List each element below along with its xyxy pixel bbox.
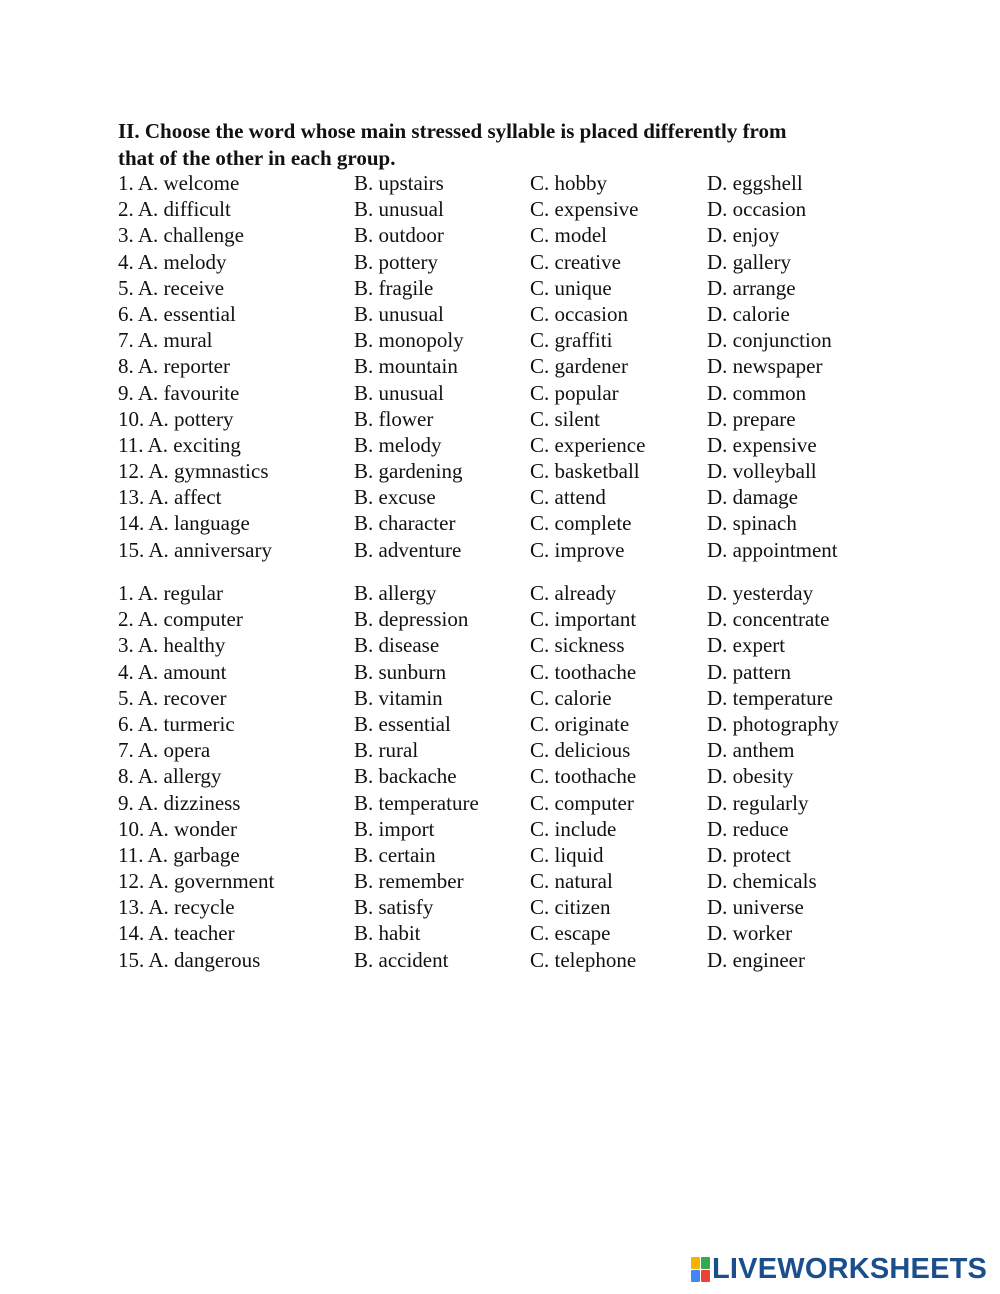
option-c: C. liquid: [530, 842, 604, 867]
option-c: C. graffiti: [530, 328, 613, 353]
option-c: C. creative: [530, 249, 621, 274]
option-d: D. yesterday: [707, 581, 814, 605]
option-d: D. appointment: [707, 537, 838, 562]
option-c: C. occasion: [530, 301, 628, 326]
option-d: D. regularly: [707, 790, 809, 815]
option-c: C. natural: [530, 869, 613, 894]
option-a: 15. A. anniversary: [118, 537, 272, 562]
option-b: B. monopoly: [354, 328, 464, 353]
option-a: 5. A. receive: [118, 275, 225, 300]
option-c: C. basketball: [530, 459, 640, 484]
option-c: C. delicious: [530, 738, 631, 763]
question-row: [118, 484, 878, 510]
option-d: D. universe: [707, 895, 804, 920]
option-c: C. originate: [530, 711, 630, 736]
question-row: [118, 947, 878, 973]
option-c: C. computer: [530, 790, 634, 815]
option-b: B. habit: [354, 921, 421, 946]
logo-mark-icon: [691, 1257, 710, 1282]
question-group-1: [118, 170, 878, 563]
question-row: [118, 301, 878, 327]
option-b: B. backache: [354, 764, 457, 789]
option-c: C. attend: [530, 485, 606, 510]
option-a: 3. A. healthy: [118, 633, 226, 658]
heading-line-2: that of the other in each group.: [118, 145, 396, 170]
logo-square-2: [701, 1257, 710, 1269]
option-d: D. volleyball: [707, 459, 817, 484]
option-b: B. unusual: [354, 301, 444, 326]
option-c: C. escape: [530, 921, 611, 946]
option-d: D. chemicals: [707, 869, 817, 894]
option-a: 4. A. amount: [118, 659, 227, 684]
option-c: C. improve: [530, 537, 625, 562]
option-d: D. arrange: [707, 275, 796, 300]
question-row: [118, 894, 878, 920]
option-c: C. toothache: [530, 659, 637, 684]
option-b: B. import: [354, 816, 435, 841]
logo-square-4: [701, 1270, 710, 1282]
question-row: [118, 353, 878, 379]
option-b: B. depression: [354, 607, 469, 632]
option-d: D. occasion: [707, 197, 807, 222]
option-d: D. newspaper: [707, 354, 823, 379]
question-row: [118, 406, 878, 432]
option-a: 11. A. garbage: [118, 842, 240, 867]
option-b: B. pottery: [354, 249, 438, 274]
question-row: [118, 222, 878, 248]
option-a: 13. A. recycle: [118, 895, 235, 920]
question-row: [118, 606, 878, 632]
question-row: [118, 196, 878, 222]
option-d: D. photography: [707, 711, 839, 736]
option-a: 7. A. mural: [118, 328, 213, 353]
option-a: 2. A. difficult: [118, 197, 231, 222]
exercise-heading: [118, 118, 878, 171]
option-a: 15. A. dangerous: [118, 947, 261, 972]
liveworksheets-logo: [691, 1254, 987, 1284]
option-d: D. worker: [707, 921, 793, 946]
option-a: 1. A. regular: [118, 581, 223, 605]
option-d: D. reduce: [707, 816, 789, 841]
option-d: D. common: [707, 380, 807, 405]
option-b: B. vitamin: [354, 685, 443, 710]
option-a: 12. A. gymnastics: [118, 459, 269, 484]
option-b: B. character: [354, 511, 456, 536]
option-d: D. pattern: [707, 659, 791, 684]
option-c: C. complete: [530, 511, 632, 536]
question-row: [118, 432, 878, 458]
option-d: D. gallery: [707, 249, 791, 274]
question-row: [118, 275, 878, 301]
option-b: B. satisfy: [354, 895, 434, 920]
option-d: D. conjunction: [707, 328, 832, 353]
logo-square-3: [691, 1270, 700, 1282]
option-a: 6. A. essential: [118, 301, 236, 326]
question-row: [118, 510, 878, 536]
option-d: D. enjoy: [707, 223, 780, 248]
question-row: [118, 632, 878, 658]
option-a: 12. A. government: [118, 869, 275, 894]
option-c: C. gardener: [530, 354, 628, 379]
option-b: B. accident: [354, 947, 449, 972]
option-c: C. hobby: [530, 171, 608, 195]
option-b: B. unusual: [354, 197, 444, 222]
option-c: C. toothache: [530, 764, 637, 789]
question-row: [118, 327, 878, 353]
option-d: D. calorie: [707, 301, 790, 326]
option-d: D. temperature: [707, 685, 833, 710]
option-b: B. essential: [354, 711, 451, 736]
option-b: B. upstairs: [354, 171, 444, 195]
option-a: 10. A. wonder: [118, 816, 237, 841]
logo-text: LIVEWORKSHEETS: [712, 1253, 988, 1285]
option-d: D. expert: [707, 633, 786, 658]
option-b: B. temperature: [354, 790, 479, 815]
question-row: [118, 842, 878, 868]
option-c: C. experience: [530, 432, 646, 457]
option-d: D. anthem: [707, 738, 795, 763]
option-a: 1. A. welcome: [118, 171, 240, 195]
option-c: C. silent: [530, 406, 601, 431]
option-a: 14. A. language: [118, 511, 250, 536]
option-b: B. mountain: [354, 354, 458, 379]
option-d: D. engineer: [707, 947, 805, 972]
option-d: D. spinach: [707, 511, 797, 536]
option-a: 5. A. recover: [118, 685, 227, 710]
option-b: B. outdoor: [354, 223, 444, 248]
option-a: 9. A. favourite: [118, 380, 240, 405]
question-row: [118, 685, 878, 711]
question-row: [118, 659, 878, 685]
option-b: B. unusual: [354, 380, 444, 405]
question-row: [118, 868, 878, 894]
question-row: [118, 580, 878, 606]
option-a: 8. A. allergy: [118, 764, 222, 789]
option-a: 6. A. turmeric: [118, 711, 235, 736]
option-a: 10. A. pottery: [118, 406, 234, 431]
option-c: C. sickness: [530, 633, 625, 658]
option-c: C. expensive: [530, 197, 639, 222]
logo-square-1: [691, 1257, 700, 1269]
option-a: 3. A. challenge: [118, 223, 244, 248]
option-c: C. popular: [530, 380, 619, 405]
question-row: [118, 790, 878, 816]
option-b: B. disease: [354, 633, 440, 658]
question-row: [118, 458, 878, 484]
question-row: [118, 737, 878, 763]
option-d: D. prepare: [707, 406, 796, 431]
question-row: [118, 380, 878, 406]
question-row: [118, 920, 878, 946]
option-c: C. already: [530, 581, 617, 605]
option-a: 8. A. reporter: [118, 354, 230, 379]
question-row: [118, 537, 878, 563]
option-d: D. obesity: [707, 764, 794, 789]
question-row: [118, 249, 878, 275]
option-b: B. excuse: [354, 485, 436, 510]
option-c: C. important: [530, 607, 637, 632]
option-b: B. remember: [354, 869, 464, 894]
option-d: D. concentrate: [707, 607, 830, 632]
option-d: D. expensive: [707, 432, 817, 457]
option-d: D. eggshell: [707, 171, 803, 195]
question-row: [118, 763, 878, 789]
heading-line-1: II. Choose the word whose main stressed syllable is placed differently from: [118, 119, 787, 143]
option-c: C. telephone: [530, 947, 637, 972]
option-c: C. model: [530, 223, 607, 248]
option-d: D. damage: [707, 485, 798, 510]
question-row: [118, 816, 878, 842]
question-row: [118, 170, 878, 196]
option-b: B. sunburn: [354, 659, 447, 684]
question-group-2: [118, 580, 878, 973]
option-c: C. citizen: [530, 895, 611, 920]
option-b: B. allergy: [354, 581, 437, 605]
option-b: B. flower: [354, 406, 434, 431]
option-a: 13. A. affect: [118, 485, 222, 510]
option-a: 7. A. opera: [118, 738, 211, 763]
option-a: 4. A. melody: [118, 249, 227, 274]
option-a: 2. A. computer: [118, 607, 243, 632]
option-c: C. unique: [530, 275, 612, 300]
option-a: 14. A. teacher: [118, 921, 235, 946]
option-a: 9. A. dizziness: [118, 790, 241, 815]
option-b: B. certain: [354, 842, 436, 867]
option-b: B. fragile: [354, 275, 434, 300]
question-row: [118, 711, 878, 737]
option-a: 11. A. exciting: [118, 432, 241, 457]
option-b: B. gardening: [354, 459, 463, 484]
option-b: B. melody: [354, 432, 442, 457]
option-d: D. protect: [707, 842, 791, 867]
option-c: C. calorie: [530, 685, 612, 710]
option-b: B. rural: [354, 738, 419, 763]
option-b: B. adventure: [354, 537, 462, 562]
option-c: C. include: [530, 816, 617, 841]
